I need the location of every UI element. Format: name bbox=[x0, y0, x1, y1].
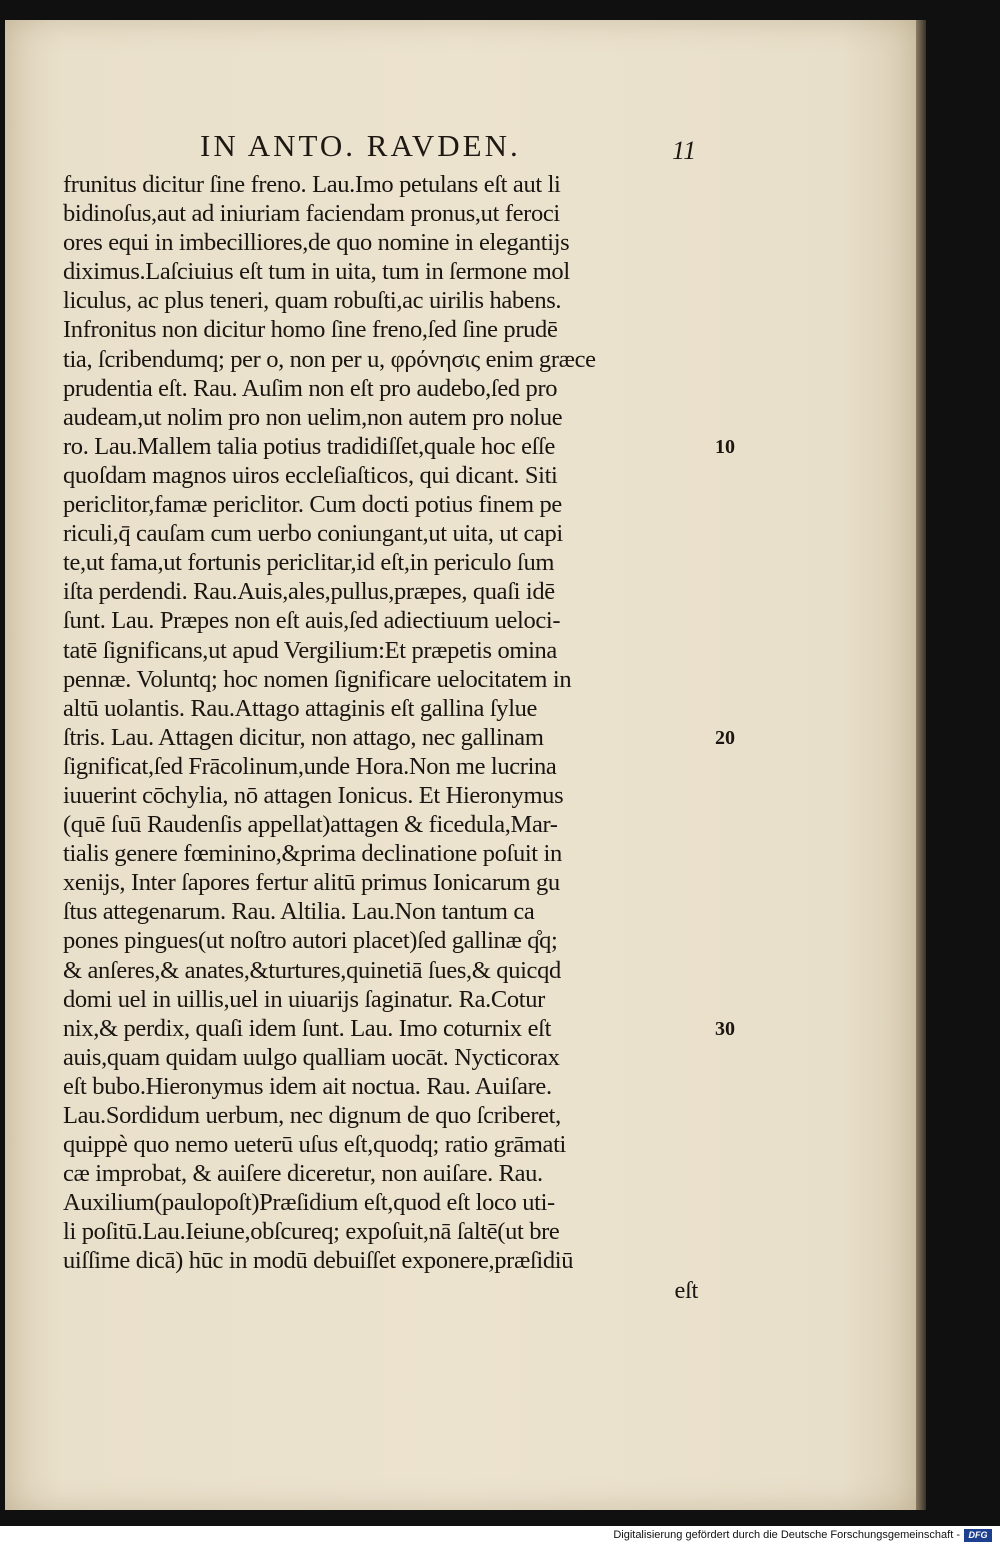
text-line: eſt bubo.Hieronymus idem ait noctua. Rau. Auiſare. bbox=[63, 1072, 552, 1100]
text-line: audeam,ut nolim pro non uelim,non autem pro nolue bbox=[63, 403, 563, 431]
text-line: pennæ. Voluntq; hoc nomen ſignificare uelocitatem in bbox=[63, 665, 572, 693]
text-line: prudentia eſt. Rau. Auſim non eſt pro audebo,ſed pro bbox=[63, 374, 558, 402]
text-line: frunitus dicitur ſine freno. Lau.Imo petulans eſt aut li bbox=[63, 171, 561, 198]
text-line: ſunt. Lau. Præpes non eſt auis,ſed adiectiuum ueloci- bbox=[63, 607, 561, 635]
text-line: auis,quam quidam uulgo qualliam uocāt. Nycticorax bbox=[63, 1043, 560, 1071]
margin-line-number: 20 bbox=[715, 726, 735, 749]
text-line: periclitor,famæ periclitor. Cum docti potius finem pe bbox=[63, 491, 562, 519]
text-line: bidinoſus,aut ad iniuriam faciendam pronus,ut feroci bbox=[63, 200, 560, 228]
text-line: uiſſime dicā) hūc in modū debuiſſet exponere,præſidiū bbox=[63, 1247, 574, 1275]
text-line: quoſdam magnos uiros eccleſiaſticos, qui dicant. Siti bbox=[63, 461, 558, 489]
text-line: diximus.Laſciuius eſt tum in uita, tum in ſermone mol bbox=[63, 258, 570, 286]
page-edge bbox=[916, 20, 926, 1510]
text-line: altū uolantis. Rau.Attago attaginis eſt gallina ſylue bbox=[63, 694, 538, 722]
dfg-logo: DFG bbox=[964, 1529, 992, 1542]
text-line: tatē ſignificans,ut apud Vergilium:Et præpetis omina bbox=[63, 636, 557, 664]
text-line: Infronitus non dicitur homo ſine freno,ſed ſine prudē bbox=[63, 316, 558, 344]
text-line: Auxilium(paulopoſt)Præſidium eſt,quod eſt loco uti- bbox=[63, 1189, 555, 1217]
running-title: IN ANTO. RAVDEN. bbox=[200, 128, 521, 163]
text-line: (quē ſuū Raudenſis appellat)attagen & ficedula,Mar- bbox=[63, 811, 558, 839]
text-line: li poſitū.Lau.Ieiune,obſcureq; expoſuit,nā ſaltē(ut bre bbox=[63, 1218, 560, 1246]
text-line: ro. Lau.Mallem talia potius tradidiſſet,quale hoc eſſe bbox=[63, 432, 556, 460]
text-line: ſignificat,ſed Frācolinum,unde Hora.Non me lucrina bbox=[63, 752, 557, 780]
text-line: ores equi in imbecilliores,de quo nomine in elegantijs bbox=[63, 229, 570, 257]
funding-credit: Digitalisierung gefördert durch die Deutsche Forschungsgemeinschaft - bbox=[613, 1529, 960, 1541]
margin-line-number: 10 bbox=[715, 435, 735, 458]
text-line: tialis genere fœminino,&prima declinatione poſuit in bbox=[63, 840, 562, 868]
text-line: cæ improbat, & auiſere diceretur, non auiſare. Rau. bbox=[63, 1160, 543, 1188]
text-line: eſt bbox=[674, 1276, 698, 1304]
text-line: iuuerint cōchylia, nō attagen Ionicus. Et Hieronymus bbox=[63, 781, 564, 809]
text-line: te,ut fama,ut fortunis periclitar,id eſt,in periculo ſum bbox=[63, 549, 555, 577]
text-line: domi uel in uillis,uel in uiuarijs ſaginatur. Ra.Cotur bbox=[63, 985, 545, 1013]
text-line: pones pingues(ut noſtro autori placet)ſed gallinæ q̊q; bbox=[63, 927, 558, 955]
body-text bbox=[63, 170, 723, 1305]
text-line: riculi,q̄ cauſam cum uerbo coniungant,ut uita, ut capi bbox=[63, 520, 563, 548]
margin-line-number: 30 bbox=[715, 1017, 735, 1040]
text-line: tia, ſcribendumq; per o, non per u, φρόνησις enim græce bbox=[63, 345, 596, 373]
page-number: 11 bbox=[672, 136, 697, 165]
text-line: iſta perdendi. Rau.Auis,ales,pullus,præpes, quaſi idē bbox=[63, 578, 555, 606]
page-header bbox=[200, 128, 720, 168]
text-line: ſtris. Lau. Attagen dicitur, non attago, nec gallinam bbox=[63, 723, 544, 751]
footer-bar bbox=[0, 1526, 1000, 1546]
text-line: liculus, ac plus teneri, quam robuſti,ac uirilis habens. bbox=[63, 287, 562, 315]
text-line: Lau.Sordidum uerbum, nec dignum de quo ſcriberet, bbox=[63, 1102, 561, 1129]
book-page bbox=[5, 20, 916, 1510]
text-line: xenijs, Inter ſapores fertur alitū primus Ionicarum gu bbox=[63, 869, 560, 897]
text-line: nix,& perdix, quaſi idem ſunt. Lau. Imo coturnix eſt bbox=[63, 1014, 552, 1042]
text-line: ſtus attegenarum. Rau. Altilia. Lau.Non tantum ca bbox=[63, 898, 535, 926]
text-line: & anſeres,& anates,&turtures,quinetiā ſues,& quicqd bbox=[63, 956, 561, 984]
text-line: quippè quo nemo ueterū uſus eſt,quodq; ratio grāmati bbox=[63, 1131, 566, 1159]
